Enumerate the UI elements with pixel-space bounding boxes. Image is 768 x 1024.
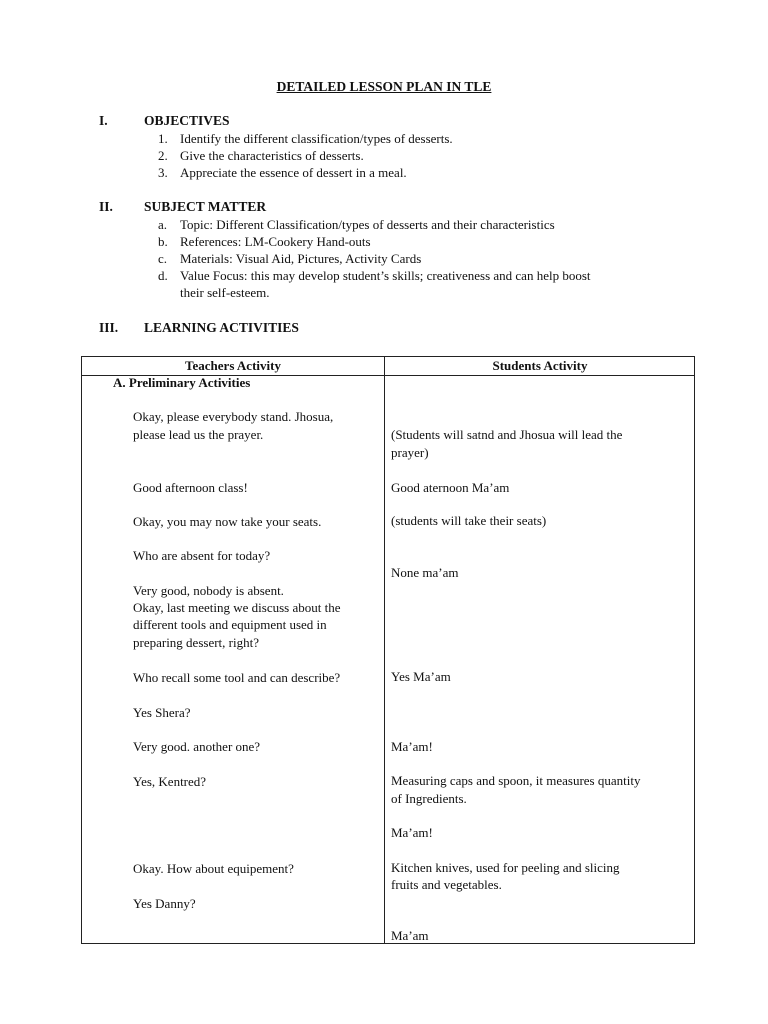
teacher-line: Okay, please everybody stand. Jhosua,	[133, 409, 334, 424]
list-item-text: References: LM-Cookery Hand-outs	[180, 234, 371, 249]
subject-item	[158, 233, 678, 250]
preliminary-activities-heading: A. Preliminary Activities	[113, 375, 251, 390]
subject-item	[158, 216, 678, 233]
teacher-line: different tools and equipment used in	[133, 617, 327, 632]
objective-item	[158, 130, 678, 147]
list-marker: b.	[158, 234, 168, 249]
student-line: Ma’am	[391, 928, 429, 943]
list-marker: d.	[158, 268, 168, 283]
teacher-line: preparing dessert, right?	[133, 635, 259, 650]
student-line: (Students will satnd and Jhosua will lead the	[391, 427, 623, 442]
teacher-line: Yes Danny?	[133, 896, 196, 911]
section-numeral-objectives: I.	[99, 113, 108, 128]
list-marker: 3.	[158, 165, 168, 180]
teacher-line: Good afternoon class!	[133, 480, 248, 495]
teacher-line: Who are absent for today?	[133, 548, 271, 563]
teacher-line: Very good, nobody is absent.	[133, 583, 284, 598]
objective-item	[158, 164, 678, 181]
list-marker: 2.	[158, 148, 168, 163]
student-line: Ma’am!	[391, 739, 433, 754]
section-heading-learning-activities: LEARNING ACTIVITIES	[144, 320, 299, 335]
student-line: (students will take their seats)	[391, 513, 547, 528]
students-activity-header: Students Activity	[492, 358, 588, 373]
list-item-continuation: their self-esteem.	[180, 285, 270, 300]
section-heading-objectives: OBJECTIVES	[144, 113, 230, 128]
activity-table	[81, 356, 695, 944]
teacher-line: Very good. another one?	[133, 739, 261, 754]
list-item-text: Value Focus: this may develop student’s skills; creativeness and can help boost	[180, 268, 591, 283]
teacher-line: Yes Shera?	[133, 705, 191, 720]
teacher-line: Who recall some tool and can describe?	[133, 670, 341, 685]
teacher-line: Okay, you may now take your seats.	[133, 514, 322, 529]
subject-item	[158, 267, 678, 284]
teacher-line: please lead us the prayer.	[133, 427, 264, 442]
list-item-text: Topic: Different Classification/types of desserts and their characteristics	[180, 217, 555, 232]
teacher-line: Yes, Kentred?	[133, 774, 207, 789]
section-numeral-subject-matter: II.	[99, 199, 113, 214]
student-line: Ma’am!	[391, 825, 433, 840]
objective-item	[158, 147, 678, 164]
subject-item	[158, 250, 678, 267]
list-marker: 1.	[158, 131, 168, 146]
list-item-text: Give the characteristics of desserts.	[180, 148, 364, 163]
list-item-text: Identify the different classification/types of desserts.	[180, 131, 453, 146]
list-item-text: Appreciate the essence of dessert in a meal.	[180, 165, 407, 180]
student-line: fruits and vegetables.	[391, 877, 502, 892]
section-heading-subject-matter: SUBJECT MATTER	[144, 199, 267, 214]
list-item-text: Materials: Visual Aid, Pictures, Activity Cards	[180, 251, 422, 266]
student-line: None ma’am	[391, 565, 459, 580]
student-line: of Ingredients.	[391, 791, 467, 806]
page-title: DETAILED LESSON PLAN IN TLE	[276, 79, 492, 94]
student-line: prayer)	[391, 445, 429, 460]
section-numeral-learning-activities: III.	[99, 320, 119, 335]
list-marker: a.	[158, 217, 168, 232]
teacher-line: Okay. How about equipement?	[133, 861, 294, 876]
student-line: Kitchen knives, used for peeling and slicing	[391, 860, 620, 875]
student-line: Yes Ma’am	[391, 669, 451, 684]
student-line: Good aternoon Ma’am	[391, 480, 510, 495]
teachers-activity-header: Teachers Activity	[185, 358, 281, 373]
column-divider	[384, 357, 385, 943]
student-line: Measuring caps and spoon, it measures quantity	[391, 773, 641, 788]
list-marker: c.	[158, 251, 168, 266]
teacher-line: Okay, last meeting we discuss about the	[133, 600, 341, 615]
